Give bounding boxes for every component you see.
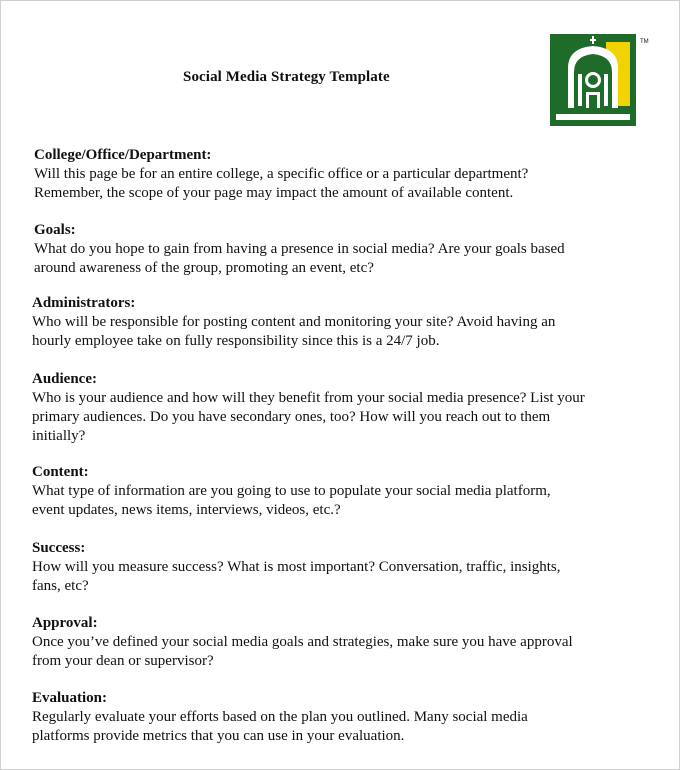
section-heading: Administrators: <box>32 295 136 311</box>
section-body: Regularly evaluate your efforts based on the plan you outlined. Many social media platforms provide metrics that you can use in your evaluation. <box>32 709 528 744</box>
page-title: Social Media Strategy Template <box>183 69 390 85</box>
section-heading: Success: <box>32 540 86 556</box>
section-heading: Content: <box>32 464 89 480</box>
section-body: Who is your audience and how will they benefit from your social media presence? List your primary audiences. Do you have secondary ones, too? How will you reach out to them initially? <box>32 390 585 444</box>
section-approval <box>32 614 652 671</box>
section-heading: Approval: <box>32 615 98 631</box>
section-body: What do you hope to gain from having a presence in social media? Are your goals based around awareness of the group, promoting an event, etc? <box>34 241 565 276</box>
section-body: Once you’ve defined your social media goals and strategies, make sure you have approval from your dean or supervisor? <box>32 634 573 669</box>
section-evaluation <box>32 689 652 746</box>
section-college-office-department <box>34 146 654 203</box>
section-heading: College/Office/Department: <box>34 147 212 163</box>
trademark-mark: TM <box>640 39 649 45</box>
section-body: What type of information are you going to use to populate your social media platform, event updates, news items, interviews, videos, etc.? <box>32 483 551 518</box>
section-goals <box>34 221 654 278</box>
section-heading: Audience: <box>32 371 97 387</box>
section-heading: Evaluation: <box>32 690 108 706</box>
section-heading: Goals: <box>34 222 76 238</box>
section-body: Who will be responsible for posting content and monitoring your site? Avoid having an hourly employee take on fully responsibility since this is a 24/7 job. <box>32 314 556 349</box>
section-body: How will you measure success? What is most important? Conversation, traffic, insights, fans, etc? <box>32 559 561 594</box>
section-body: Will this page be for an entire college, a specific office or a particular department? Remember, the scope of your page may impact the amount of available content. <box>34 166 529 201</box>
college-logo-icon <box>550 34 636 126</box>
section-audience <box>32 370 652 446</box>
section-success <box>32 539 652 596</box>
section-content <box>32 463 652 520</box>
section-administrators <box>32 294 652 351</box>
